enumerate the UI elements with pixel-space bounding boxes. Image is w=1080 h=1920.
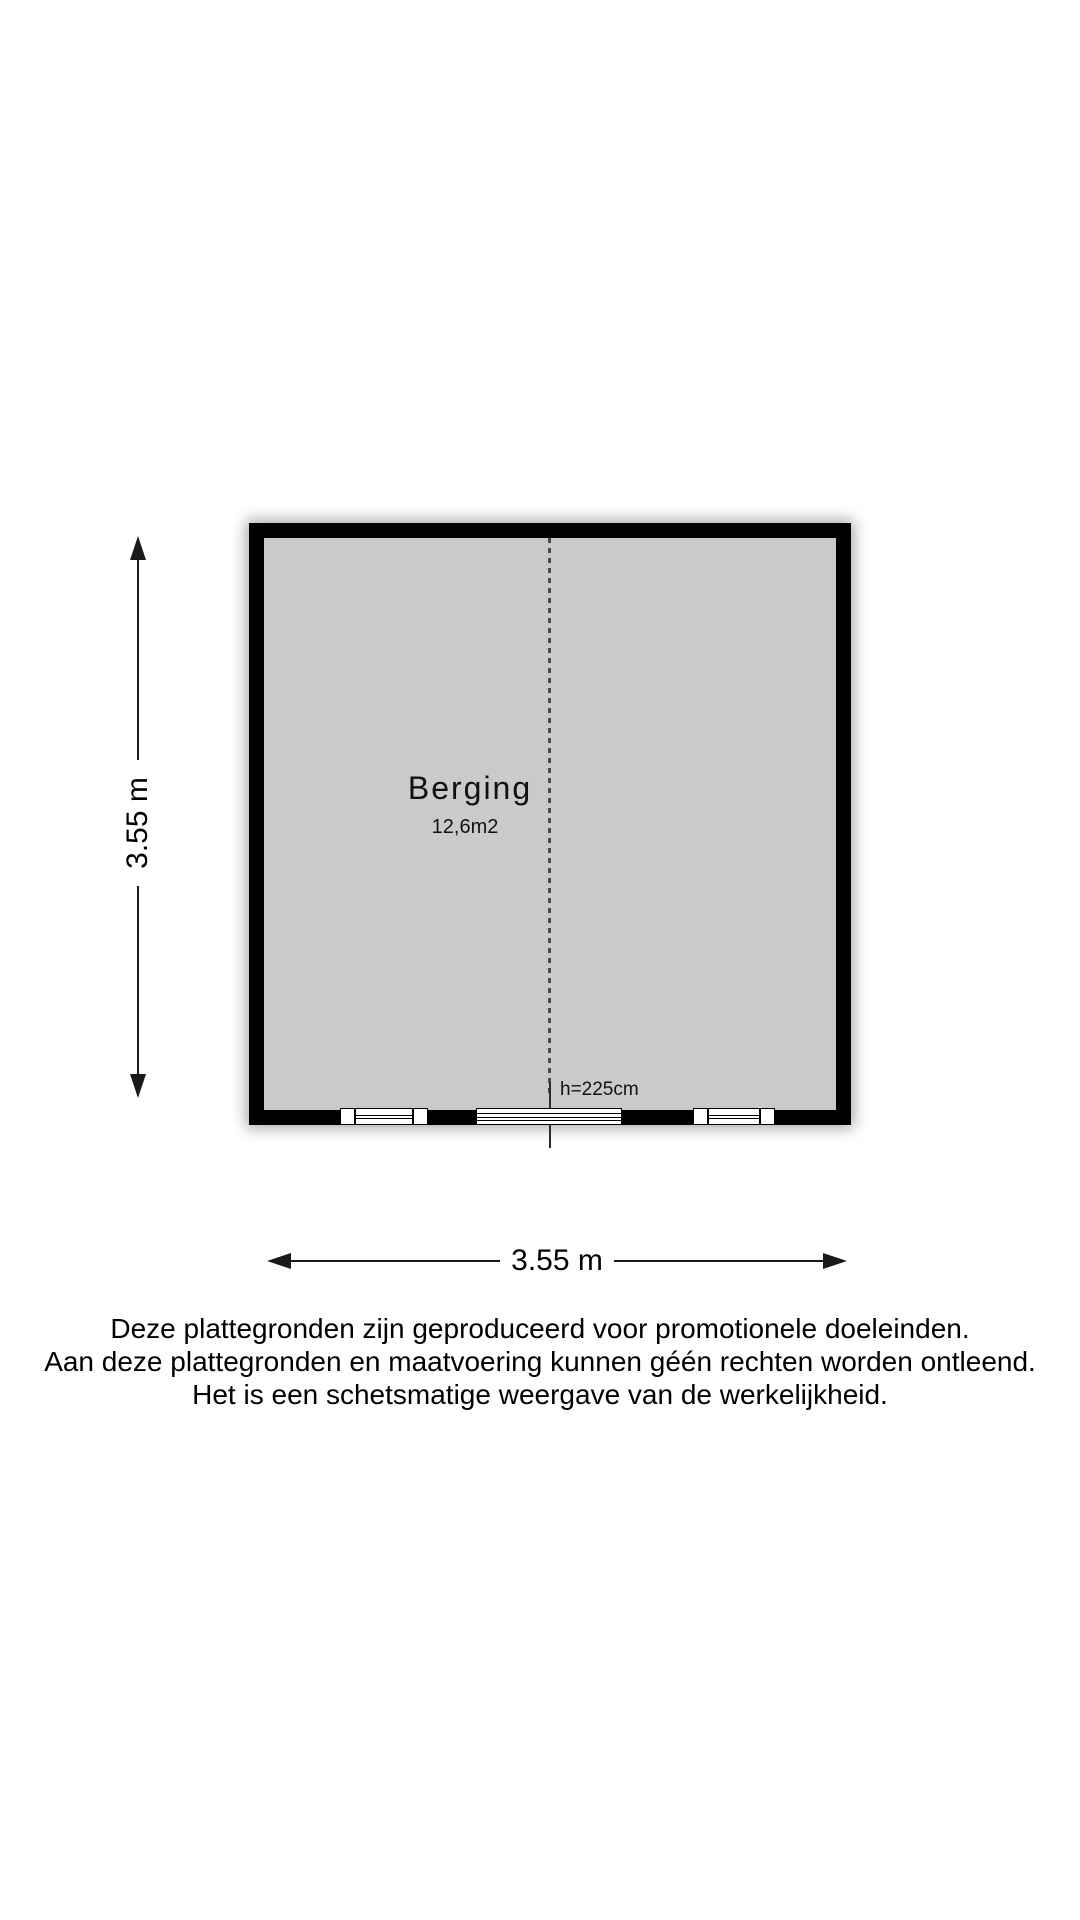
dimension-line — [137, 886, 139, 1090]
window-frame-cap — [340, 1108, 355, 1125]
glazing-line — [477, 1117, 621, 1118]
glazing-line — [709, 1115, 759, 1116]
dimension-line — [614, 1260, 827, 1262]
ceiling-height-label: h=225cm — [560, 1079, 639, 1100]
window-glazing — [708, 1108, 760, 1125]
glazing-line — [477, 1113, 621, 1114]
disclaimer-line: Het is een schetsmatige weergave van de werkelijkheid. — [192, 1379, 888, 1410]
window-glazing — [355, 1108, 413, 1125]
arrow-down-icon — [130, 1074, 146, 1098]
disclaimer-text — [0, 1312, 1080, 1411]
window-frame-cap — [693, 1108, 708, 1125]
disclaimer-line: Deze plattegronden zijn geproduceerd voor promotionele doeleinden. — [110, 1313, 970, 1344]
dimension-line — [287, 1260, 500, 1262]
partition-dashed-line — [548, 538, 551, 1094]
glazing-line — [356, 1115, 412, 1116]
width-dimension-label: 3.55 m — [511, 1244, 603, 1277]
floor-plan-room — [249, 523, 851, 1125]
window-frame-cap — [760, 1108, 775, 1125]
window-frame-cap — [413, 1108, 428, 1125]
disclaimer-line: Aan deze plattegronden en maatvoering kunnen géén rechten worden ontleend. — [44, 1346, 1036, 1377]
glazing-line — [477, 1120, 621, 1121]
height-dimension-label: 3.55 m — [121, 777, 154, 869]
glazing-line — [356, 1118, 412, 1119]
window-left — [340, 1108, 428, 1125]
window-glazing — [476, 1108, 622, 1125]
room-name-label: Berging — [407, 770, 533, 806]
room-area-label: 12,6m2 — [431, 816, 499, 838]
dimension-line — [137, 556, 139, 760]
arrow-right-icon — [823, 1253, 847, 1269]
window-right — [693, 1108, 775, 1125]
glazing-line — [709, 1118, 759, 1119]
window-center — [476, 1108, 622, 1125]
